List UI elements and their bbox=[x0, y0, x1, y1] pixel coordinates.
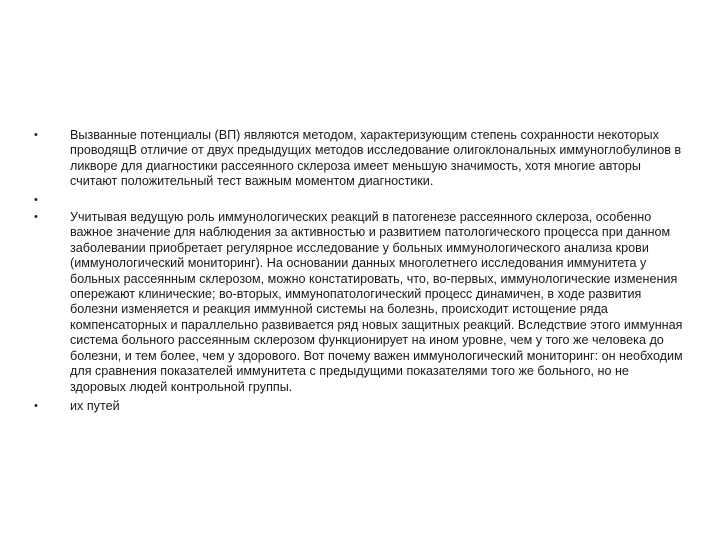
bullet-item-empty bbox=[34, 193, 686, 208]
bullet-list bbox=[34, 128, 686, 414]
bullet-text: их путей bbox=[70, 398, 120, 413]
bullet-item-immunology bbox=[34, 210, 686, 395]
bullet-text: Вызванные потенциалы (ВП) являются методом, характеризующим степень сохранности некоторых проводящВ отличие от двух предыдущих методов исследование олигоклональных иммуноглобулинов в ликворе для диагностики рассеянного склероза имеет меньшую значимость, хотя многие авторы считают положительный тест важным моментом диагностики. bbox=[70, 128, 682, 189]
bullet-marker: • bbox=[34, 193, 38, 206]
bullet-marker: • bbox=[34, 129, 38, 141]
bullet-item-evoked-potentials bbox=[34, 128, 686, 190]
bullet-marker: • bbox=[34, 211, 38, 224]
bullet-item-pathways bbox=[34, 399, 686, 414]
bullet-marker: • bbox=[34, 399, 38, 412]
bullet-text: Учитывая ведущую роль иммунологических реакций в патогенезе рассеянного склероза, особенно важное значение для наблюдения за активностью и развитием патологического процесса при данном заболевании приобретает регулярное исследование у больных иммунологического анализа крови (иммунологический мониторинг). На основании данных многолетнего исследования иммунитета у больных рассеянным склерозом, можно констатировать, что, во-первых, иммунологические изменения опережают клинические; во-вторых, иммунопатологический процесс динамичен, в ходе развития болезни изменяется и реакция иммунной системы на болезнь, происходит истощение ряда компенсаторных и параллельно развивается ряд новых защитных реакций. Вследствие этого иммунная система больного рассеянным склерозом функционирует на ином уровне, чем у того же человека до болезни, и тем более, чем у здорового. Вот почему важен иммунологический мониторинг: он необходим для сравнения показателей иммунитета с предыдущими показателями того же больного, но не здоровых людей контрольной группы. bbox=[70, 210, 683, 394]
